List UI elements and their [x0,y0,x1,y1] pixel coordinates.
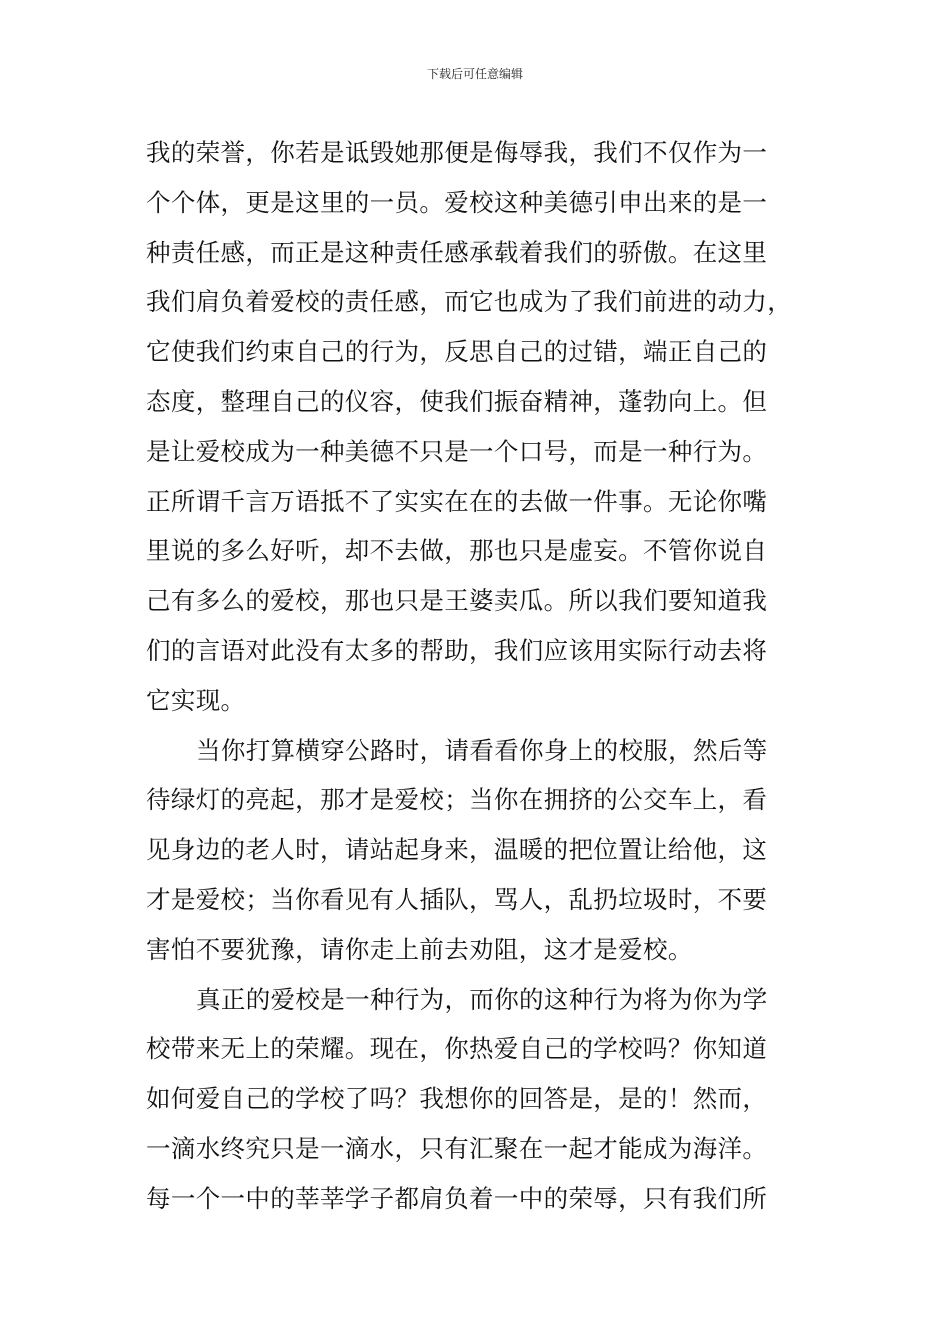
text-line: 真正的爱校是一种行为，而你的这种行为将为你为学 [196,984,768,1014]
text-line: 正所谓千言万语抵不了实实在在的去做一件事。无论你嘴 [146,486,768,516]
text-line: 是让爱校成为一种美德不只是一个口号，而是一种行为。 [146,436,768,466]
text-line: 种责任感，而正是这种责任感承载着我们的骄傲。在这里 [146,237,768,267]
text-line: 它使我们约束自己的行为，反思自己的过错，端正自己的 [146,337,768,367]
text-line: 己有多么的爱校，那也只是王婆卖瓜。所以我们要知道我 [146,586,768,616]
text-line: 见身边的老人时，请站起身来，温暖的把位置让给他，这 [146,835,768,865]
text-line: 我的荣誉，你若是诋毁她那便是侮辱我，我们不仅作为一 [146,138,768,167]
text-line: 一滴水终究只是一滴水，只有汇聚在一起才能成为海洋。 [146,1133,768,1163]
text-line: 害怕不要犹豫，请你走上前去劝阻，这才是爱校。 [146,934,693,964]
text-line: 如何爱自己的学校了吗？我想你的回答是，是的！然而， [146,1084,768,1114]
text-line: 个个体，更是这里的一员。爱校这种美德引申出来的是一 [146,187,768,217]
page-header: 下载后可任意编辑 [426,67,523,81]
text-line: 每一个一中的莘莘学子都肩负着一中的荣辱，只有我们所 [146,1183,768,1213]
text-line: 当你打算横穿公路时，请看看你身上的校服，然后等 [196,735,768,765]
text-line: 我们肩负着爱校的责任感，而它也成为了我们前进的动力， [146,287,793,317]
text-line: 校带来无上的荣耀。现在，你热爱自己的学校吗？你知道 [146,1034,768,1064]
body-text [146,128,806,1224]
text-line: 才是爱校；当你看见有人插队，骂人，乱扔垃圾时，不要 [146,884,768,914]
text-line: 态度，整理自己的仪容，使我们振奋精神，蓬勃向上。但 [146,386,768,416]
text-line: 它实现。 [146,685,246,715]
text-line: 里说的多么好听，却不去做，那也只是虚妄。不管你说自 [146,536,768,566]
text-line: 们的言语对此没有太多的帮助，我们应该用实际行动去将 [146,635,768,665]
text-line: 待绿灯的亮起，那才是爱校；当你在拥挤的公交车上，看 [146,785,768,815]
